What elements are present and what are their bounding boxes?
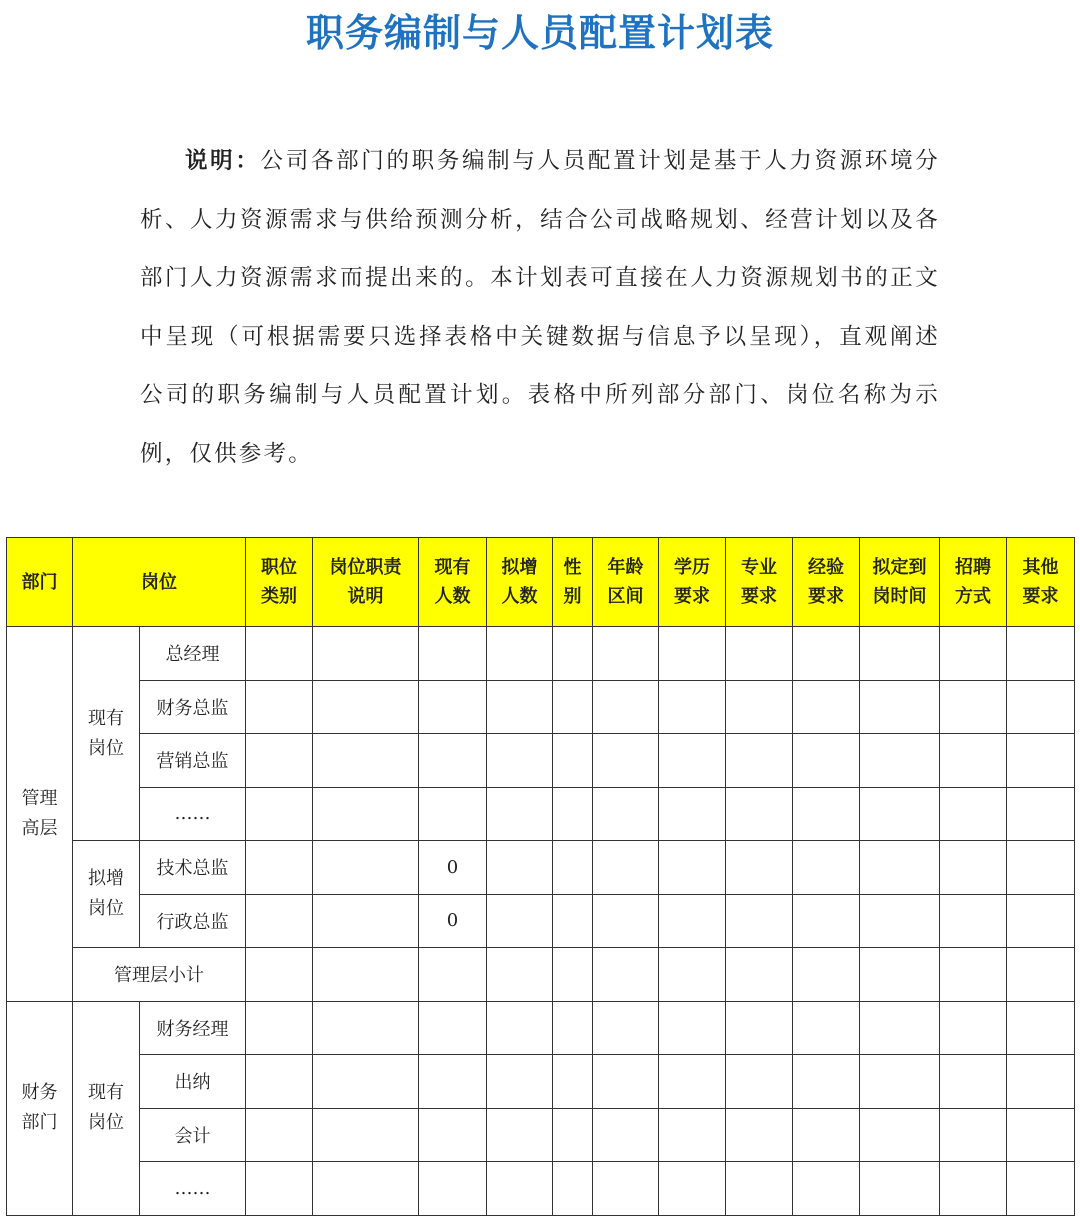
current-count-cell: 0 — [419, 841, 487, 895]
header-age-range: 年龄 区间 — [593, 538, 659, 627]
table-row — [7, 1055, 1075, 1109]
current-count-cell: 0 — [419, 894, 487, 948]
table-row — [7, 787, 1075, 841]
post-name: 会计 — [140, 1108, 246, 1162]
post-name: 财务总监 — [140, 680, 246, 734]
header-duty-desc: 岗位职责 说明 — [313, 538, 419, 627]
table-row — [7, 1108, 1075, 1162]
header-post: 岗位 — [73, 538, 246, 627]
header-major: 专业 要求 — [726, 538, 793, 627]
header-other: 其他 要求 — [1007, 538, 1075, 627]
header-education: 学历 要求 — [659, 538, 726, 627]
intro-lead: 说明： — [185, 148, 261, 174]
post-name: 财务经理 — [140, 1001, 246, 1055]
group-mgmt-existing: 现有 岗位 — [73, 627, 140, 841]
table-row — [7, 948, 1075, 1002]
group-mgmt-new: 拟增 岗位 — [73, 841, 140, 948]
intro-note — [140, 132, 940, 483]
header-experience: 经验 要求 — [793, 538, 860, 627]
post-name: 技术总监 — [140, 841, 246, 895]
header-start-date: 拟定到 岗时间 — [860, 538, 940, 627]
header-gender: 性 别 — [553, 538, 593, 627]
header-current-count: 现有 人数 — [419, 538, 487, 627]
header-row — [7, 538, 1075, 627]
table-row — [7, 680, 1075, 734]
table-row — [7, 1162, 1075, 1216]
header-job-category: 职位 类别 — [246, 538, 313, 627]
staffing-table — [6, 537, 1075, 1216]
post-name: 营销总监 — [140, 734, 246, 788]
dept-finance: 财务 部门 — [7, 1001, 73, 1215]
header-dept: 部门 — [7, 538, 73, 627]
header-recruit-method: 招聘 方式 — [940, 538, 1007, 627]
post-name: …… — [140, 787, 246, 841]
post-name: 行政总监 — [140, 894, 246, 948]
post-name: 出纳 — [140, 1055, 246, 1109]
group-finance-existing: 现有 岗位 — [73, 1001, 140, 1215]
dept-mgmt: 管理 高层 — [7, 627, 73, 1002]
table-row — [7, 734, 1075, 788]
post-name: …… — [140, 1162, 246, 1216]
table-row — [7, 627, 1075, 681]
intro-text: 公司各部门的职务编制与人员配置计划是基于人力资源环境分析、人力资源需求与供给预测分析，结合公司战略规划、经营计划以及各部门人力资源需求而提出来的。本计划表可直接在人力资源规划书的正文中呈现（可根据需要只选择表格中关键数据与信息予以呈现），直观阐述公司的职务编制与人员配置计划。表格中所列部分部门、岗位名称为示例，仅供参考。 — [140, 148, 940, 467]
table-row — [7, 1001, 1075, 1055]
mgmt-subtotal: 管理层小计 — [73, 948, 246, 1002]
post-name: 总经理 — [140, 627, 246, 681]
page-title: 职务编制与人员配置计划表 — [305, 11, 774, 55]
table-row — [7, 841, 1075, 895]
header-planned-add: 拟增 人数 — [487, 538, 553, 627]
table-row — [7, 894, 1075, 948]
